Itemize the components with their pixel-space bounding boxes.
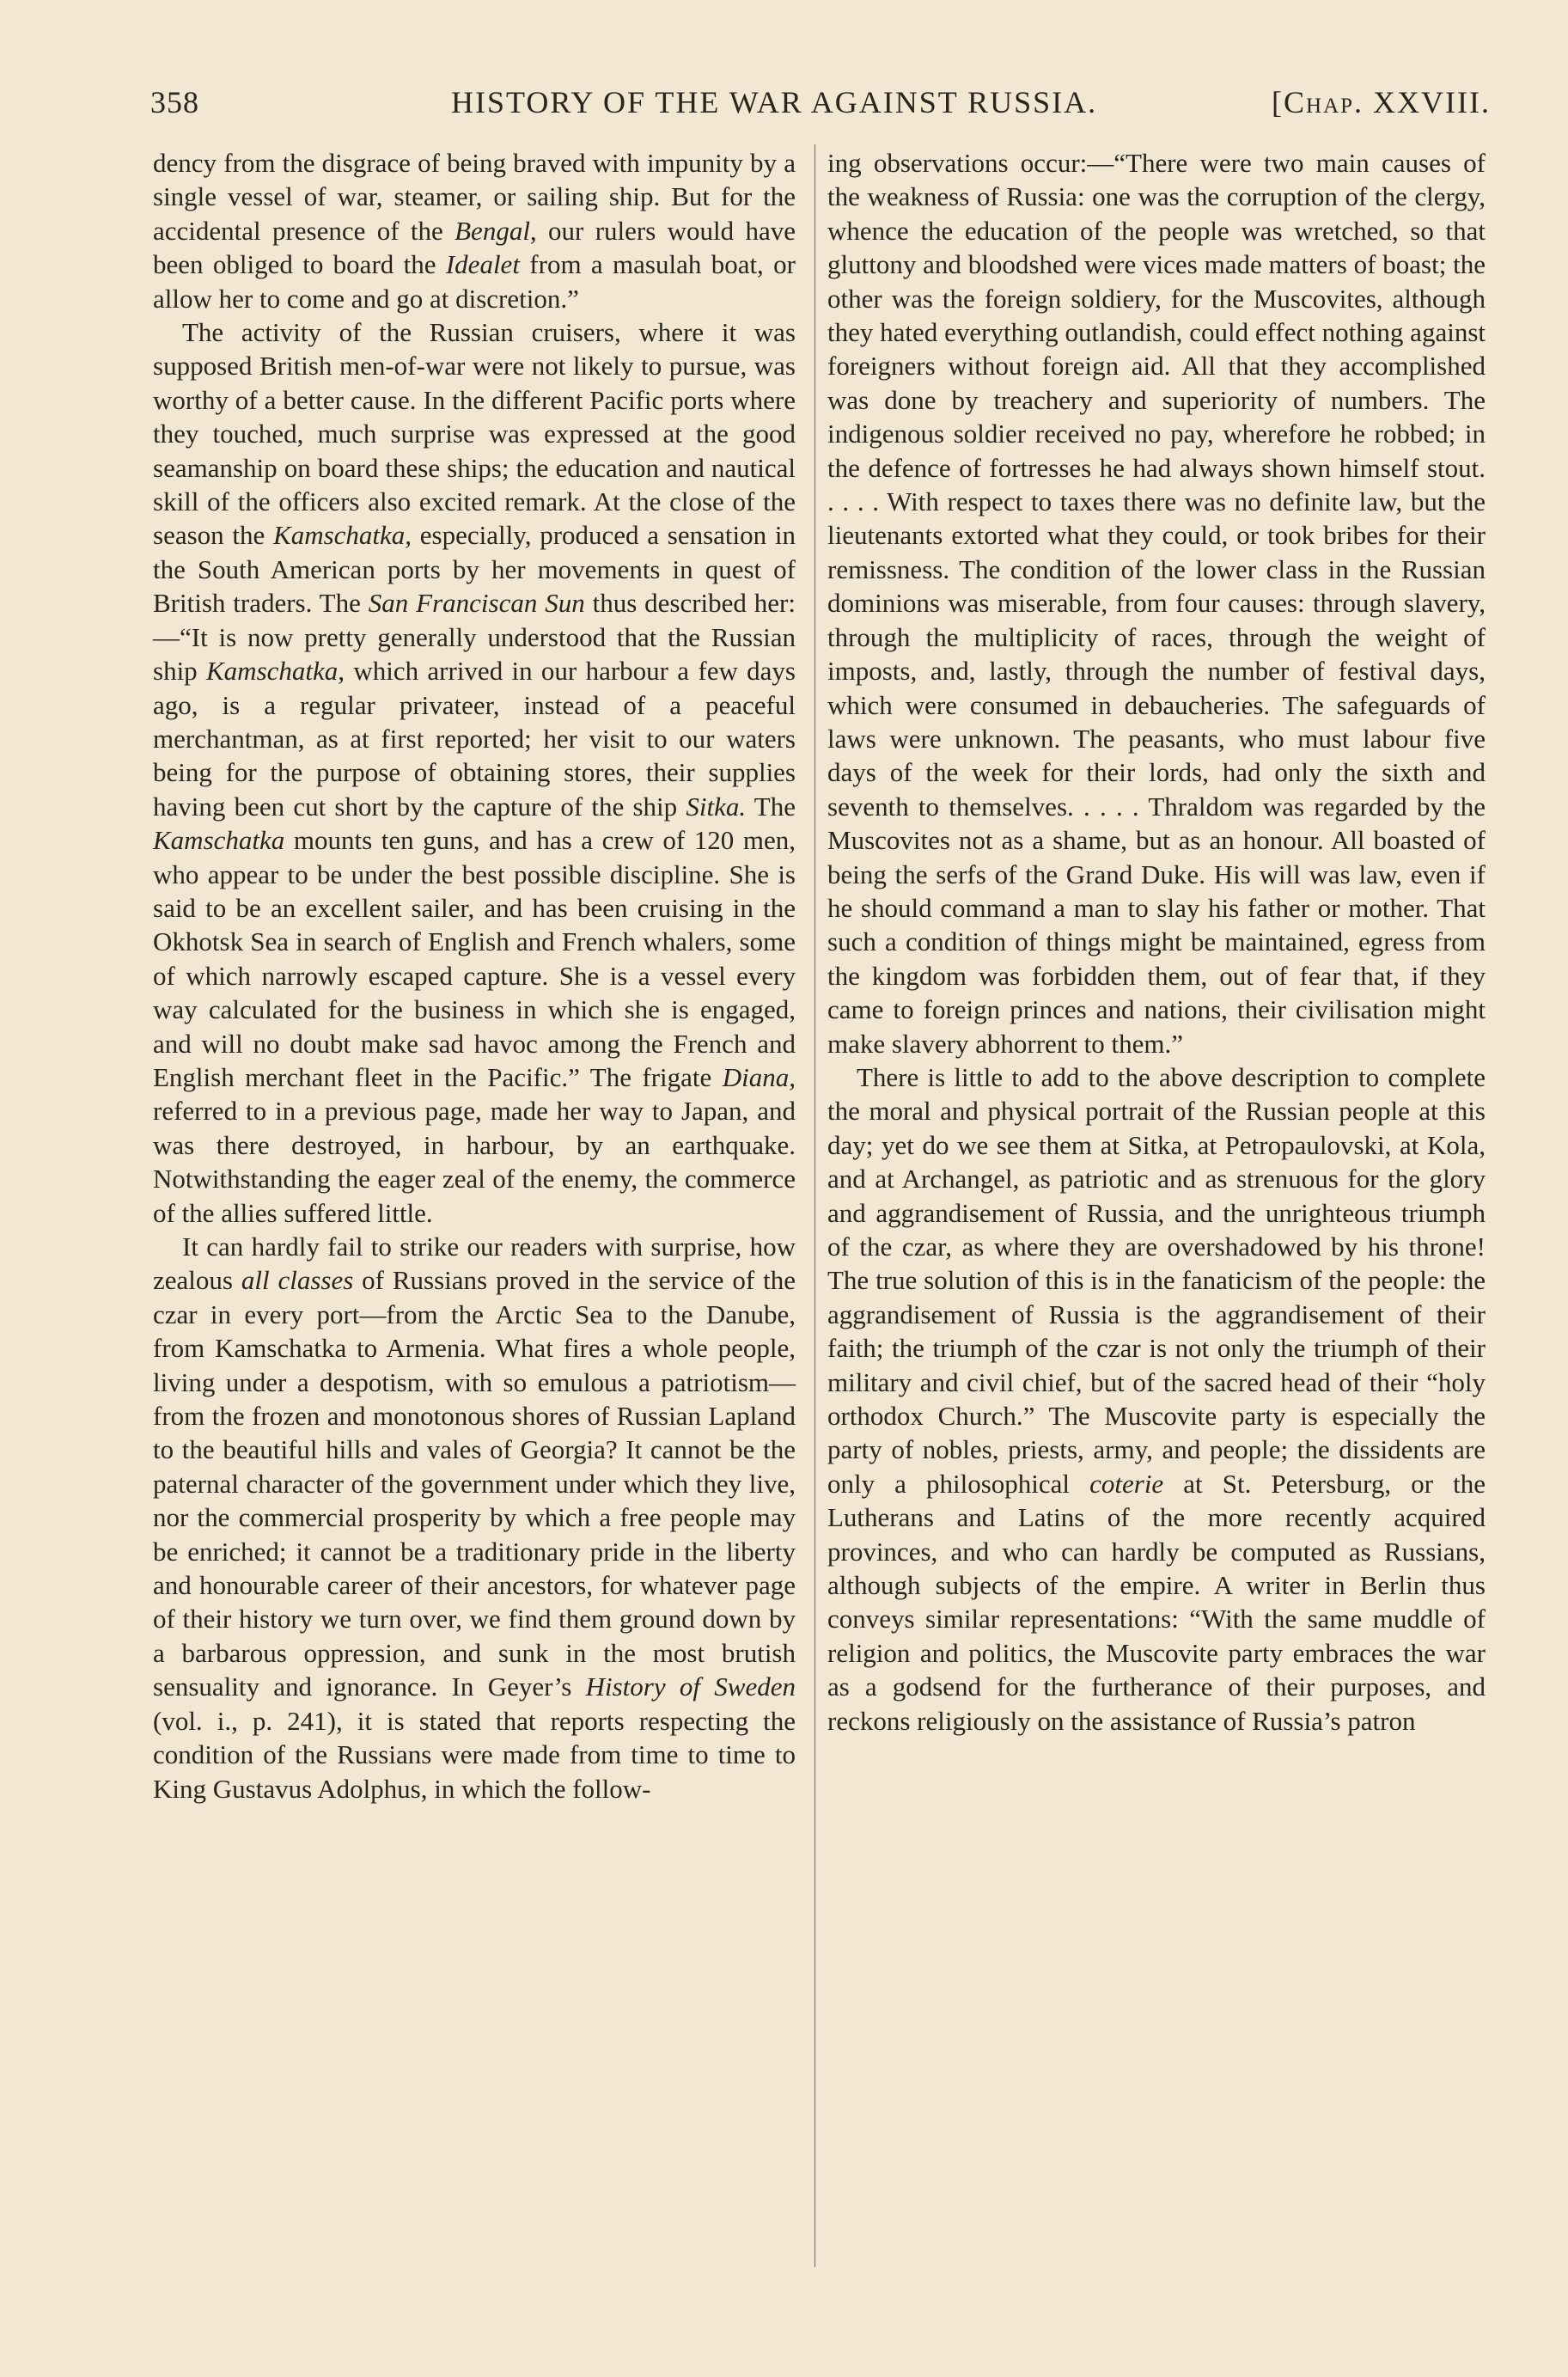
page-number: 358 [150, 85, 199, 119]
paragraph: ing observations occur:—“There were two main causes of the weakness of Russia: one was the corruption of the clergy, whence the education of the people was wretched, so that gluttony and bloodshed were vices made matters of boast; the other was the foreign soldiery, for the Muscovites, although they hated everything outlandish, could effect nothing against foreigners without foreign aid. All that they accomplished was done by treachery and superiority of numbers. The indigenous soldier received no pay, wherefore he robbed; in the defence of fortresses he had always shown himself stout. . . . . With respect to taxes there was no definite law, but the lieutenants extorted what they could, or took bribes for their remissness. The condition of the lower class in the Russian dominions was miserable, from four causes: through slavery, through the multiplicity of races, through the weight of imposts, and, lastly, through the number of festival days, which were consumed in debaucheries. The safeguards of laws were unknown. The peasants, who must labour five days of the week for their lords, had only the sixth and seventh to themselves. . . . . Thraldom was regarded by the Muscovites not as a shame, but as an honour. All boasted of being the serfs of the Grand Duke. His will was law, even if he should command a man to slay his father or mother. That such a condition of things might be maintained, egress from the kingdom was forbidden them, out of fear that, if they came to foreign princes and nations, their civilisation might make slavery abhorrent to them.” [827, 148, 1486, 1059]
paragraph: dency from the disgrace of being braved with impunity by a single vessel of war, steamer, or sailing ship. But for the accidental presence of the Bengal, our rulers would have been obliged to board the Idealet from a masulah boat, or allow her to come and go at discretion.” [153, 148, 796, 314]
running-title: HISTORY OF THE WAR AGAINST RUSSIA. [451, 85, 1098, 119]
paragraph: The activity of the Russian cruisers, where it was supposed British men-of-war were not likely to pursue, was worthy of a better cause. In the different Pacific ports where they touched, much surprise was expressed at the good seamanship on board these ships; the education and nautical skill of the officers also excited remark. At the close of the season the Kamschatka, especially, produced a sensation in the South American ports by her movements in quest of British traders. The San Franciscan Sun thus described her:—“It is now pretty generally understood that the Russian ship Kamschatka, which arrived in our harbour a few days ago, is a regular privateer, instead of a peaceful merchantman, as at first reported; her visit to our waters being for the purpose of obtaining stores, their supplies having been cut short by the capture of the ship Sitka. The Kamschatka mounts ten guns, and has a crew of 120 men, who appear to be under the best possible discipline. She is said to be an excellent sailer, and has been cruising in the Okhotsk Sea in search of English and French whalers, some of which narrowly escaped capture. She is a vessel every way calculated for the business in which she is engaged, and will no doubt make sad havoc among the French and English merchant fleet in the Pacific.” The frigate Diana, referred to in a previous page, made her way to Japan, and was there destroyed, in harbour, by an earthquake. Notwithstanding the eager zeal of the enemy, the commerce of the allies suffered little. [153, 317, 796, 1228]
chapter-label: [Chap. XXVIII. [1272, 85, 1491, 119]
paragraph: It can hardly fail to strike our readers with surprise, how zealous all classes of Russians proved in the service of the czar in every port—from the Arctic Sea to the Danube, from Kamschatka to Armenia. What fires a whole people, living under a despotism, with so emulous a patriotism—from the frozen and monotonous shores of Russian Lapland to the beautiful hills and vales of Georgia? It cannot be the paternal character of the government under which they live, nor the commercial prosperity by which a free people may be enriched; it cannot be a traditionary pride in the liberty and honourable career of their ancestors, for whatever page of their history we turn over, we find them ground down by a barbarous oppression, and sunk in the most brutish sensuality and ignorance. In Geyer’s History of Sweden (vol. i., p. 241), it is stated that reports respecting the condition of the Russians were made from time to time to King Gustavus Adolphus, in which the follow- [153, 1231, 796, 1804]
right-column [827, 146, 1486, 1738]
paragraph: There is little to add to the above description to complete the moral and physical portrait of the Russian people at this day; yet do we see them at Sitka, at Petropaulovski, at Kola, and at Archangel, as patriotic and as strenuous for the glory and aggrandisement of Russia, and the unrighteous triumph of the czar, as where they are overshadowed by his throne! The true solution of this is in the fanaticism of the people: the aggrandisement of Russia is the aggrandisement of their faith; the triumph of the czar is not only the triumph of their military and civil chief, but of the sacred head of their “holy orthodox Church.” The Muscovite party is especially the party of nobles, priests, army, and people; the dissidents are only a philosophical coterie at St. Petersburg, or the Lutherans and Latins of the more recently acquired provinces, and who can hardly be computed as Russians, although subjects of the empire. A writer in Berlin thus conveys similar representations: “With the same muddle of religion and politics, the Muscovite party embraces the war as a godsend for the furtherance of their purposes, and reckons religiously on the assistance of Russia’s patron [827, 1061, 1486, 1736]
left-column [153, 146, 796, 1806]
running-header [150, 77, 1491, 129]
